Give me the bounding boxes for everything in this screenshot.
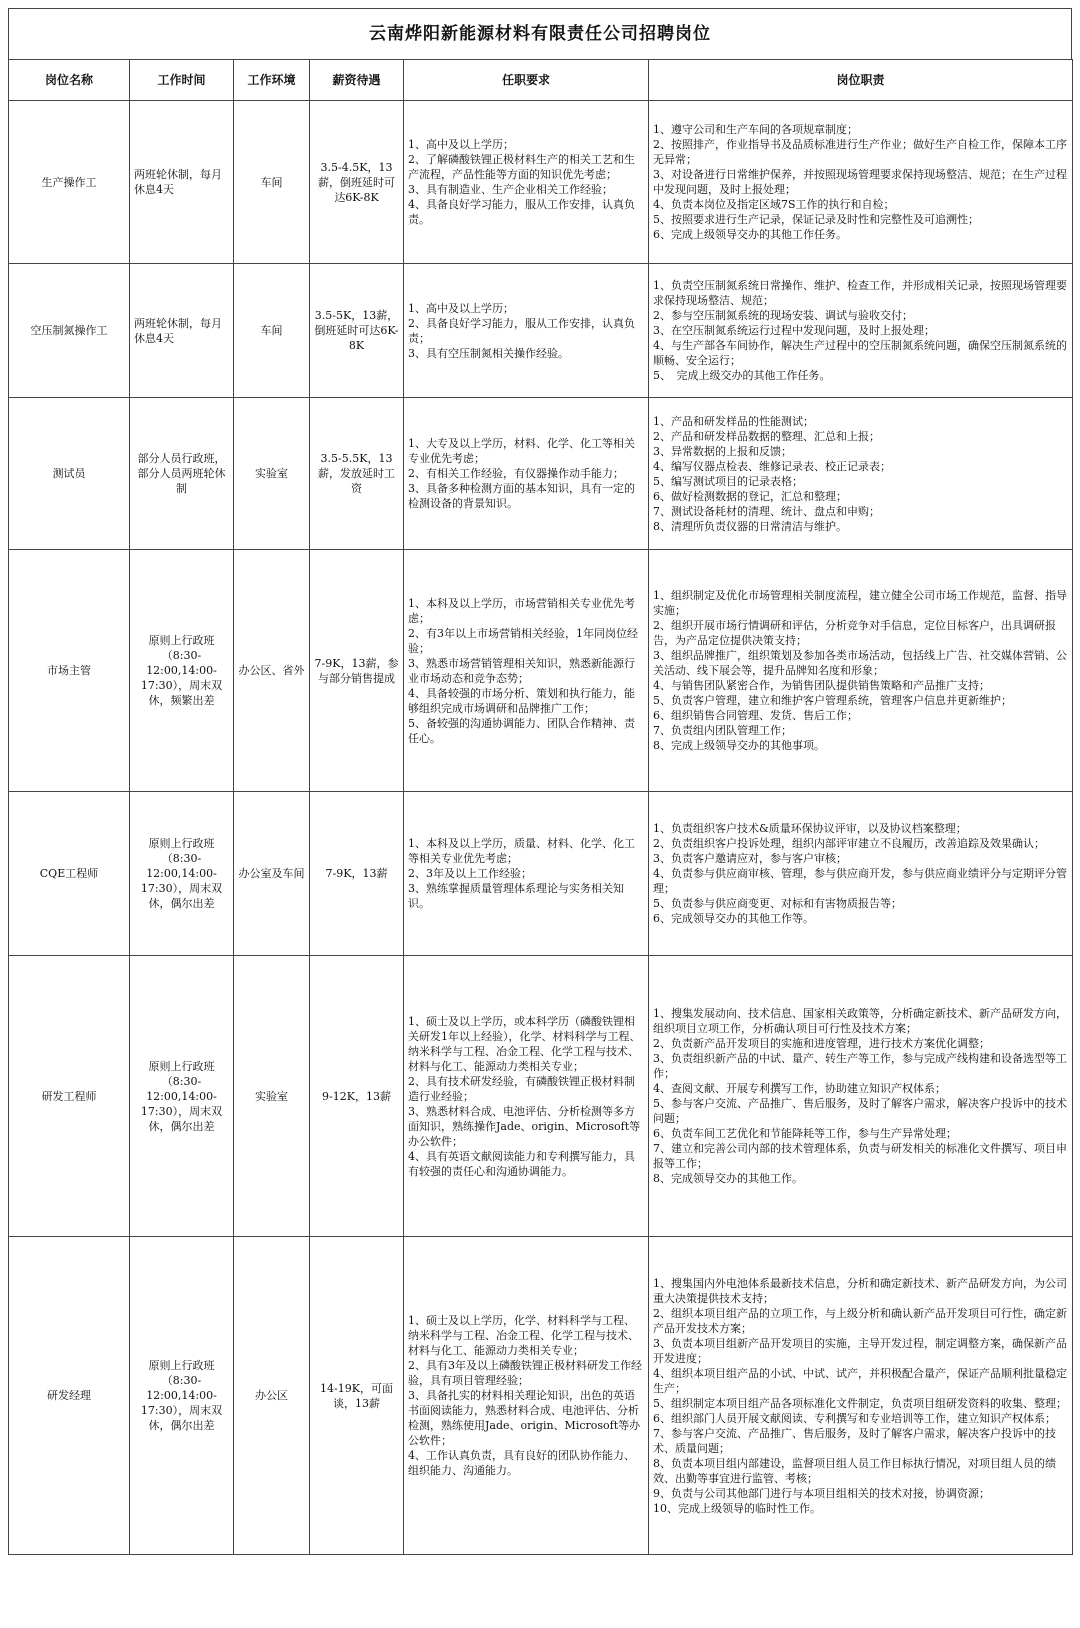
table-row xyxy=(9,101,1073,264)
position-name: CQE工程师 xyxy=(9,792,130,956)
work-time: 部分人员行政班，部分人员两班轮休制 xyxy=(130,398,234,550)
header-salary: 薪资待遇 xyxy=(310,60,404,101)
requirements: 1、高中及以上学历； 2、了解磷酸铁锂正极材料生产的相关工艺和生产流程，产品性能等方面的知识优先考虑； 3、具有制造业、生产企业相关工作经验； 4、具备良好学习能力，服从工作安排，认真负责。 xyxy=(404,101,649,264)
table-row xyxy=(9,1237,1073,1555)
position-name: 市场主管 xyxy=(9,550,130,792)
requirements: 1、本科及以上学历，质量、材料、化学、化工等相关专业优先考虑； 2、3年及以上工作经验； 3、熟练掌握质量管理体系理论与实务相关知识。 xyxy=(404,792,649,956)
salary: 3.5-4.5K，13薪，倒班延时可达6K-8K xyxy=(310,101,404,264)
header-duties: 岗位职责 xyxy=(649,60,1073,101)
table-row xyxy=(9,792,1073,956)
header-position-name: 岗位名称 xyxy=(9,60,130,101)
table-row xyxy=(9,264,1073,398)
work-time: 原则上行政班（8:30-12:00,14:00-17:30），周末双休，偶尔出差 xyxy=(130,1237,234,1555)
work-time: 两班轮休制，每月休息4天 xyxy=(130,101,234,264)
position-name: 测试员 xyxy=(9,398,130,550)
work-environment: 办公区、省外 xyxy=(234,550,310,792)
position-name: 生产操作工 xyxy=(9,101,130,264)
salary: 3.5-5K，13薪，倒班延时可达6K-8K xyxy=(310,264,404,398)
position-name: 研发经理 xyxy=(9,1237,130,1555)
requirements: 1、本科及以上学历，市场营销相关专业优先考虑； 2、有3年以上市场营销相关经验，1年同岗位经验； 3、熟悉市场营销管理相关知识，熟悉新能源行业市场动态和竞争态势； 4、具备较强的市场分析、策划和执行能力，能够组织完成市场调研和品牌推广工作； 5、备较强的沟通协调能力、团队合作精神、责任心。 xyxy=(404,550,649,792)
table-header-row xyxy=(9,60,1073,101)
header-work-environment: 工作环境 xyxy=(234,60,310,101)
requirements: 1、高中及以上学历； 2、具备良好学习能力，服从工作安排，认真负责； 3、具有空压制氮相关操作经验。 xyxy=(404,264,649,398)
salary: 3.5-5.5K，13薪，发放延时工资 xyxy=(310,398,404,550)
position-name: 空压制氮操作工 xyxy=(9,264,130,398)
table-row xyxy=(9,956,1073,1237)
duties: 1、遵守公司和生产车间的各项规章制度； 2、按照排产，作业指导书及品质标准进行生产作业；做好生产自检工作，保障本工序无异常； 3、对设备进行日常维护保养，并按照现场管理要求保持现场整洁、规范；在生产过程中发现问题，及时上报处理； 4、负责本岗位及指定区域7S工作的执行和自检； 5、按照要求进行生产记录，保证记录及时性和完整性及可追溯性； 6、完成上级领导交办的其他工作任务。 xyxy=(649,101,1073,264)
work-environment: 实验室 xyxy=(234,398,310,550)
work-environment: 实验室 xyxy=(234,956,310,1237)
page-title: 云南烨阳新能源材料有限责任公司招聘岗位 xyxy=(8,8,1072,59)
header-work-time: 工作时间 xyxy=(130,60,234,101)
work-time: 原则上行政班（8:30-12:00,14:00-17:30），周末双休，偶尔出差 xyxy=(130,956,234,1237)
work-environment: 车间 xyxy=(234,264,310,398)
table-row xyxy=(9,550,1073,792)
position-name: 研发工程师 xyxy=(9,956,130,1237)
work-environment: 办公室及车间 xyxy=(234,792,310,956)
work-environment: 办公区 xyxy=(234,1237,310,1555)
duties: 1、负责空压制氮系统日常操作、维护、检查工作，并形成相关记录，按照现场管理要求保持现场整洁、规范； 2、参与空压制氮系统的现场安装、调试与验收交付； 3、在空压制氮系统运行过程中发现问题，及时上报处理； 4、与生产部各车间协作，解决生产过程中的空压制氮系统问题，确保空压制氮系统的顺畅、安全运行； 5、 完成上级交办的其他工作任务。 xyxy=(649,264,1073,398)
requirements: 1、硕士及以上学历，或本科学历（磷酸铁锂相关研发1年以上经验），化学、材料科学与工程、纳米科学与工程、冶金工程、化学工程与技术、材料与化工、能源动力类相关专业； 2、具有技术研发经验，有磷酸铁锂正极材料制造行业经验； 3、熟悉材料合成、电池评估、分析检测等多方面知识，熟练操作Jade、origin、Microsoft等办公软件； 4、具有英语文献阅读能力和专利撰写能力，具有较强的责任心和沟通协调能力。 xyxy=(404,956,649,1237)
job-table xyxy=(8,59,1073,1555)
work-time: 原则上行政班（8:30-12:00,14:00-17:30），周末双休，频繁出差 xyxy=(130,550,234,792)
salary: 7-9K，13薪，参与部分销售提成 xyxy=(310,550,404,792)
salary: 9-12K，13薪 xyxy=(310,956,404,1237)
header-requirements: 任职要求 xyxy=(404,60,649,101)
work-time: 原则上行政班（8:30-12:00,14:00-17:30），周末双休，偶尔出差 xyxy=(130,792,234,956)
duties: 1、产品和研发样品的性能测试； 2、产品和研发样品数据的整理、汇总和上报； 3、异常数据的上报和反馈； 4、编写仪器点检表、维修记录表、校正记录表； 5、编写测试项目的记录表格； 6、做好检测数据的登记，汇总和整理； 7、测试设备耗材的清理、统计、盘点和申购； 8、清理所负责仪器的日常清洁与维护。 xyxy=(649,398,1073,550)
requirements: 1、大专及以上学历，材料、化学、化工等相关专业优先考虑； 2、有相关工作经验，有仪器操作动手能力； 3、具备多种检测方面的基本知识，具有一定的检测设备的背景知识。 xyxy=(404,398,649,550)
duties: 1、组织制定及优化市场管理相关制度流程，建立健全公司市场工作规范，监督、指导实施； 2、组织开展市场行情调研和评估，分析竞争对手信息，定位目标客户，出具调研报告，为产品定位提供决策支持； 3、组织品牌推广，组织策划及参加各类市场活动，包括线上广告、社交媒体营销、公关活动、线下展会等，提升品牌知名度和形象； 4、与销售团队紧密合作，为销售团队提供销售策略和产品推广支持； 5、负责客户管理，建立和维护客户管理系统，管理客户信息并更新维护； 6、组织销售合同管理、发货、售后工作； 7、负责组内团队管理工作； 8、完成上级领导交办的其他事项。 xyxy=(649,550,1073,792)
duties: 1、负责组织客户技术&质量环保协议评审，以及协议档案整理； 2、负责组织客户投诉处理，组织内部评审建立不良履历，改善追踪及效果确认； 3、负责客户邀请应对，参与客户审核； 4、负责参与供应商审核、管理，参与供应商开发，参与供应商业绩评分与定期评分管理； 5、负责参与供应商变更、对标和有害物质报告等； 6、完成领导交办的其他工作等。 xyxy=(649,792,1073,956)
duties: 1、搜集国内外电池体系最新技术信息，分析和确定新技术、新产品研发方向，为公司重大决策提供技术支持； 2、组织本项目组产品的立项工作，与上级分析和确认新产品开发项目可行性，确定新产品开发技术方案； 3、负责本项目组新产品开发项目的实施，主导开发过程，制定调整方案，确保新产品开发进度； 4、组织本项目组产品的小试、中试、试产，并积极配合量产，保证产品顺利批量稳定生产； 5、组织制定本项目组产品各项标准化文件制定，负责项目组研发资料的收集、整理； 6、组织部门人员开展文献阅读、专利撰写和专业培训等工作，建立知识产权体系； 7、参与客户交流、产品推广、售后服务，及时了解客户需求，解决客户投诉中的技术、质量问题； 8、负责本项目组内部建设，监督项目组人员工作目标执行情况，对项目组人员的绩效、出勤等事宜进行监管、考核； 9、负责与公司其他部门进行与本项目组相关的技术对接，协调资源； 10、完成上级领导的临时性工作。 xyxy=(649,1237,1073,1555)
recruitment-sheet xyxy=(8,8,1072,1555)
duties: 1、搜集发展动向、技术信息、国家相关政策等，分析确定新技术、新产品研发方向，组织项目立项工作，分析确认项目可行性及技术方案； 2、负责新产品开发项目的实施和进度管理，进行技术方案优化调整； 3、负责组织新产品的中试、量产、转生产等工作，参与完成产线构建和设备选型等工作； 4、查阅文献、开展专利撰写工作，协助建立知识产权体系； 5、参与客户交流、产品推广、售后服务，及时了解客户需求，解决客户投诉中的技术问题； 6、负责车间工艺优化和节能降耗等工作，参与生产异常处理； 7、建立和完善公司内部的技术管理体系，负责与研发相关的标准化文件撰写、项目申报等工作； 8、完成领导交办的其他工作。 xyxy=(649,956,1073,1237)
salary: 7-9K，13薪 xyxy=(310,792,404,956)
table-row xyxy=(9,398,1073,550)
work-environment: 车间 xyxy=(234,101,310,264)
work-time: 两班轮休制，每月休息4天 xyxy=(130,264,234,398)
requirements: 1、硕士及以上学历，化学、材料科学与工程、纳米科学与工程、冶金工程、化学工程与技术、材料与化工、能源动力类相关专业； 2、具有3年及以上磷酸铁锂正极材料研发工作经验，具有项目管理经验； 3、具备扎实的材料相关理论知识，出色的英语书面阅读能力，熟悉材料合成、电池评估、分析检测，熟练使用Jade、origin、Microsoft等办公软件； 4、工作认真负责，具有良好的团队协作能力、组织能力、沟通能力。 xyxy=(404,1237,649,1555)
salary: 14-19K，可面谈，13薪 xyxy=(310,1237,404,1555)
